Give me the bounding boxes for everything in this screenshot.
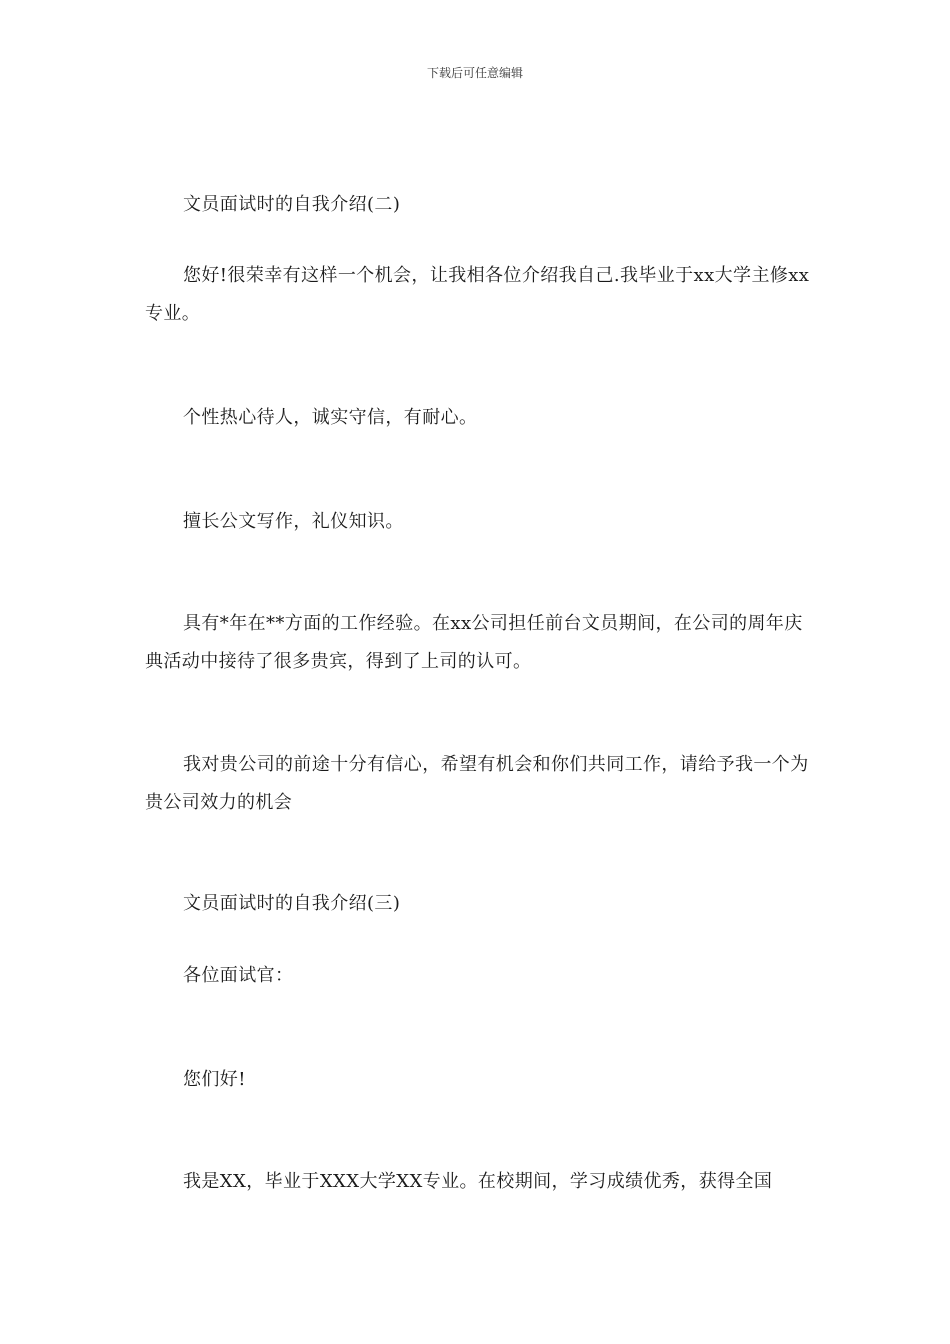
- section-heading-2: 文员面试时的自我介绍(二): [183, 194, 401, 215]
- paragraph-salutation: 各位面试官：: [183, 965, 294, 986]
- paragraph-greeting: 您好!很荣幸有这样一个机会，让我相各位介绍我自己.我毕业于xx大学主修xx专业。: [145, 265, 810, 324]
- section-heading-3: 文员面试时的自我介绍(三): [183, 893, 401, 914]
- paragraph-personality: 个性热心待人，诚实守信，有耐心。: [183, 407, 478, 428]
- paragraph-skills: 擅长公文写作，礼仪知识。: [183, 511, 404, 532]
- paragraph-experience: 具有*年在**方面的工作经验。在xx公司担任前台文员期间，在公司的周年庆典活动中接待了很多贵宾，得到了上司的认可。: [145, 613, 803, 672]
- paragraph-introduction: 我是XX，毕业于XXX大学XX专业。在校期间，学习成绩优秀，获得全国: [183, 1171, 773, 1192]
- page-header: 下载后可任意编辑: [426, 66, 523, 80]
- paragraph-hello: 您们好!: [183, 1069, 246, 1090]
- paragraph-closing: 我对贵公司的前途十分有信心，希望有机会和你们共同工作，请给予我一个为贵公司效力的机会: [145, 754, 809, 813]
